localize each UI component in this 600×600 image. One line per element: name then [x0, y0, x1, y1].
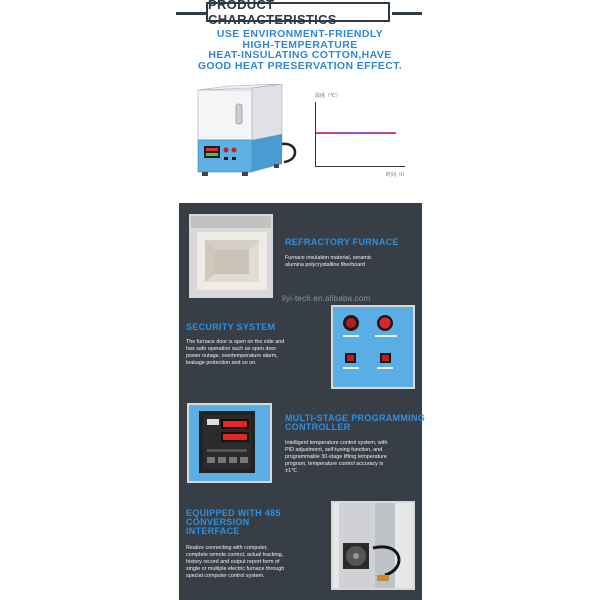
interface-body-line: history record and output report form of: [186, 559, 280, 565]
controller-body-line: ±1℃: [285, 468, 298, 474]
security-body-line: power outage, overtemperature alarm,: [186, 353, 278, 359]
refractory-photo: [189, 214, 273, 298]
section-heading: [206, 0, 390, 27]
chart-x-label: 时间（t）: [386, 172, 408, 178]
tagline-line: HEAT-INSULATING COTTON,HAVE: [208, 49, 392, 61]
security-description: [186, 339, 284, 367]
controller-description: [285, 440, 387, 475]
security-body-line: leakage protection and so on.: [186, 360, 257, 366]
chart-y-axis: [315, 102, 316, 166]
furnace-product-image: [190, 84, 302, 188]
indicator-panel-illustration: [333, 307, 413, 387]
tagline-line: HIGH-TEMPERATURE: [242, 38, 358, 51]
refractory-body-line: alumina polycrystalline fiberboard: [285, 262, 366, 268]
section-heading-text: PRODUCT CHARACTERISTICS: [208, 0, 337, 27]
watermark-text: liyi-tech.en.alibaba.com: [282, 294, 371, 303]
chart-temperature-line: [316, 132, 396, 134]
interface-title-line: INTERFACE: [186, 526, 240, 536]
controller-title-line: CONTROLLER: [285, 422, 351, 432]
tagline-line: GOOD HEAT PRESERVATION EFFECT.: [197, 59, 403, 72]
interface-title-line: EQUIPPED WITH 485: [186, 508, 281, 518]
security-title: [186, 323, 275, 332]
chart-x-axis: [315, 166, 405, 167]
interface-body-line: complete remote control, actual tracking,: [186, 552, 284, 558]
security-panel-photo: [331, 305, 415, 389]
controller-title-line: MULTI-STAGE PROGRAMMING: [285, 413, 426, 423]
security-body-line: The furnace door is open on the side and: [186, 339, 285, 345]
interface-body-line: special computer control system.: [186, 573, 265, 579]
header-rule-left: [176, 12, 206, 15]
controller-title: [285, 414, 425, 432]
tagline: [150, 29, 450, 71]
security-title-line: SECURITY SYSTEM: [186, 322, 276, 332]
refractory-description: [285, 255, 372, 269]
refractory-chamber-illustration: [191, 216, 271, 296]
controller-body-line: Intelligent temperature control system, with: [285, 440, 388, 446]
controller-body-line: program, temperature control accuracy is: [285, 461, 384, 467]
controller-body-line: PID adjustment, self-tuning function, and: [285, 447, 383, 453]
temperature-chart: [308, 92, 412, 182]
interface-title: [186, 509, 281, 536]
furnace-illustration: [190, 84, 302, 188]
refractory-title: [285, 238, 399, 247]
interface-description: [186, 545, 284, 580]
chart-y-label: 温度（℃）: [315, 93, 341, 99]
controller-body-line: programmable 30-stage lifting temperature: [285, 454, 387, 460]
refractory-body-line: Furnace insulation material, ceramic: [285, 255, 372, 261]
tagline-line: USE ENVIRONMENT-FRIENDLY: [216, 28, 384, 40]
security-body-line: has safe operation such as open door: [186, 346, 277, 352]
interface-photo: [331, 501, 415, 590]
interface-body-line: Realize connecting with computer,: [186, 545, 268, 551]
header-rule-right: [392, 12, 422, 15]
interface-body-line: single or multiple electric furnace through: [186, 566, 285, 572]
interface-title-line: CONVERSION: [186, 517, 250, 527]
refractory-title-line: REFRACTORY FURNACE: [285, 237, 399, 247]
furnace-side-illustration: [333, 503, 413, 588]
pid-controller-illustration: [189, 405, 270, 481]
controller-photo: [187, 403, 272, 483]
